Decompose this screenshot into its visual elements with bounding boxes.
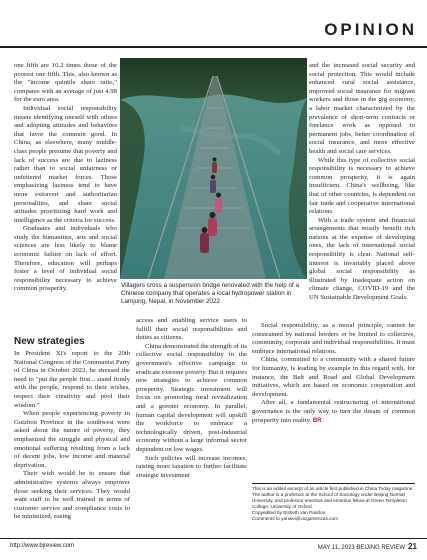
page-number: 21 [408, 542, 417, 551]
footer-divider [0, 538, 427, 539]
photo-caption: Villagers cross a suspension bridge renovated with the help of a Chinese company that operates a local hydropower station in Lamjung, Nepal, in November 2022 [121, 282, 300, 305]
paragraph: While this type of collective social responsibility is necessary to achieve common prosperity, it is again insufficient. China's wellbeing, like that of other countries, is dependent on fair trade and cooperative international relations. [309, 156, 415, 216]
paragraph: one fifth are 10.2 times those of the poorest one fifth. This, also known as the "income quintile share ratio," compares with an average of just 4.98 for the euro area. [14, 62, 117, 104]
article-column-right-bottom [252, 322, 415, 425]
author-note [252, 486, 415, 522]
paragraph: Individual social responsibility means identifying oneself with others and adopting attitudes and behaviors that favor the common good. In China, as elsewhere, many middle-class people presume that poverty and lack of success are due to laziness rather than to social unfairness or unfettered market forces. Those emphasizing laziness tend to have more extravert and authoritarian personalities, and share social attitudes prioritizing hard work and intelligence as the criteria for success. [14, 104, 117, 224]
footer-issue [318, 542, 417, 551]
note-excerpt: This is an edited excerpt of an article first published in China Today magazine. The author is a professor at the School of Sociology under Beijing Normal University, and professor emeritus and emeritus fellow at Green Templeton College, University of Oxford [252, 486, 414, 509]
article-column-right [309, 62, 415, 303]
paragraph: Their wish would be to ensure that administrative systems always empower those seeking their services. They would want staff to be well trained in terms of customer service and compliance costs to be minimized, easing [14, 470, 130, 521]
footer-url[interactable]: http://www.bjreview.com [10, 543, 75, 549]
end-mark: BR [312, 417, 322, 424]
article-column-left [14, 62, 117, 294]
note-comments: Comments to yanwei@cicgamericas.com [252, 516, 339, 521]
paragraph: Graduates and individuals who study the humanities, arts and social sciences are less likely to blame economic failure on lack of effort. Therefore, education will perhaps foster a level of individual social responsibility necessary to achieve common prosperity. [14, 225, 117, 293]
closing-sentence: After all, a fundamental restructuring of international governance is the only way to turn the dream of common prosperity into reality. [252, 399, 415, 424]
paragraph: Such policies will increase incomes, raising more taxation to further facilitate strategic investment [136, 454, 247, 479]
article-photo [120, 58, 307, 279]
paragraph: In President Xi's report to the 20th National Congress of the Communist Party of China in October 2022, he stressed the need to "put the people first... stand firmly with the people, respond to their wishes, respect their creativity and pool their wisdom." [14, 350, 130, 409]
paragraph: China, committed to a community with a shared future for humanity, is leading by example in this regard with, for instance, the Belt and Road and Global Development initiatives, which are based on economic cooperation and development. [252, 356, 415, 398]
paragraph: China demonstrated the strength of its collective social responsibility in the government's effective campaign to eradicate extreme poverty. But it requires new strategies to achieve common prosperity. Strategic investment will focus on promoting rural revitalization and a greener economy. In parallel, human capital development will upskill the workforce to embrace a technologically driven, post-industrial economy without a large informal sector dependent on low wages. [136, 342, 247, 453]
issue-label: MAY 11, 2023 BEIJING REVIEW [317, 545, 406, 551]
paragraph: access and enabling service users to fulfill their social responsibilities and duties as citizens. [136, 317, 247, 342]
note-divider [252, 483, 415, 484]
suspension-bridge-photo [120, 58, 307, 279]
paragraph: When people experiencing poverty in Guizhou Province in the southwest were asked about the nature of poverty, they emphasized the struggle and physical and emotional suffering resulting from a lack of decent jobs, low income and material deprivation. [14, 410, 130, 469]
section-title: OPINION [324, 20, 417, 39]
paragraph: With a trade system and financial arrangements that mostly benefit rich nations at the expense of developing ones, the lack of international social responsibility is clear. National self-interest is invariably placed above global social responsibility as illustrated by inadequate action on climate change, COVID-19 and the UN Sustainable Development Goals. [309, 216, 415, 302]
paragraph: Social responsibility, as a moral principle, cannot be constrained by national borders or be limited to collective, community, corporate and individual responsibilities. It must embrace international relations. [252, 322, 416, 355]
paragraph [252, 399, 415, 425]
section-header [0, 0, 427, 48]
article-column-left-bottom [14, 333, 130, 522]
section-subheading: New strategies [14, 336, 85, 347]
note-copyedit: Copyedited by Elsbeth van Paridon [252, 510, 326, 515]
paragraph: and the increased social security and social protection. This would include enhanced rural social assistance, improved social insurance for migrant workers and those in the gig economy, a labor market characterized by the prevalence of short-term contracts or freelance work as opposed to permanent jobs, better coordination of social insurance, and more effective health and social care services. [309, 62, 415, 155]
article-column-middle [136, 317, 247, 480]
